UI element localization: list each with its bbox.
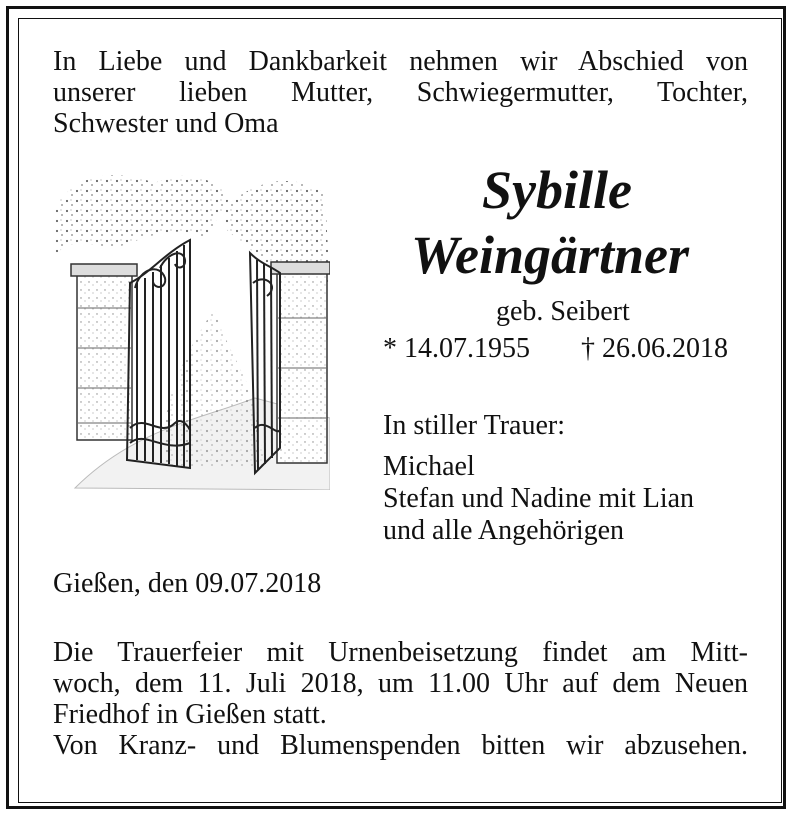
garden-gate-illustration — [55, 168, 330, 490]
ceremony-line-2: woch, dem 11. Juli 2018, um 11.00 Uhr auf dem Neuen — [53, 668, 748, 699]
intro-line-1: In Liebe und Dankbarkeit nehmen wir Abschied von — [53, 46, 748, 77]
deceased-first-name: Sybille — [482, 160, 632, 220]
ceremony-text — [53, 637, 748, 761]
intro-line-2: unserer lieben Mutter, Schwiegermutter, Tochter, — [53, 77, 748, 108]
deceased-last-name: Weingärtner — [411, 225, 690, 285]
intro-line-3: Schwester und Oma — [53, 108, 279, 139]
mourner-name: Michael — [383, 451, 475, 482]
mourner-name: Stefan und Nadine mit Lian — [383, 483, 695, 514]
ceremony-line-3: Friedhof in Gießen statt. — [53, 699, 327, 730]
mourner-name: und alle Angehörigen — [383, 515, 625, 546]
mourners-heading: In stiller Trauer: — [383, 410, 565, 441]
intro-text — [53, 46, 748, 139]
death-date: † 26.06.2018 — [581, 333, 728, 364]
maiden-name: geb. Seibert — [496, 296, 630, 327]
birth-date: * 14.07.1955 — [383, 333, 530, 364]
ceremony-line-1: Die Trauerfeier mit Urnenbeisetzung findet am Mitt- — [53, 637, 748, 668]
place-and-date: Gießen, den 09.07.2018 — [53, 568, 322, 599]
ceremony-line-4: Von Kranz- und Blumenspenden bitten wir abzusehen. — [53, 730, 748, 761]
